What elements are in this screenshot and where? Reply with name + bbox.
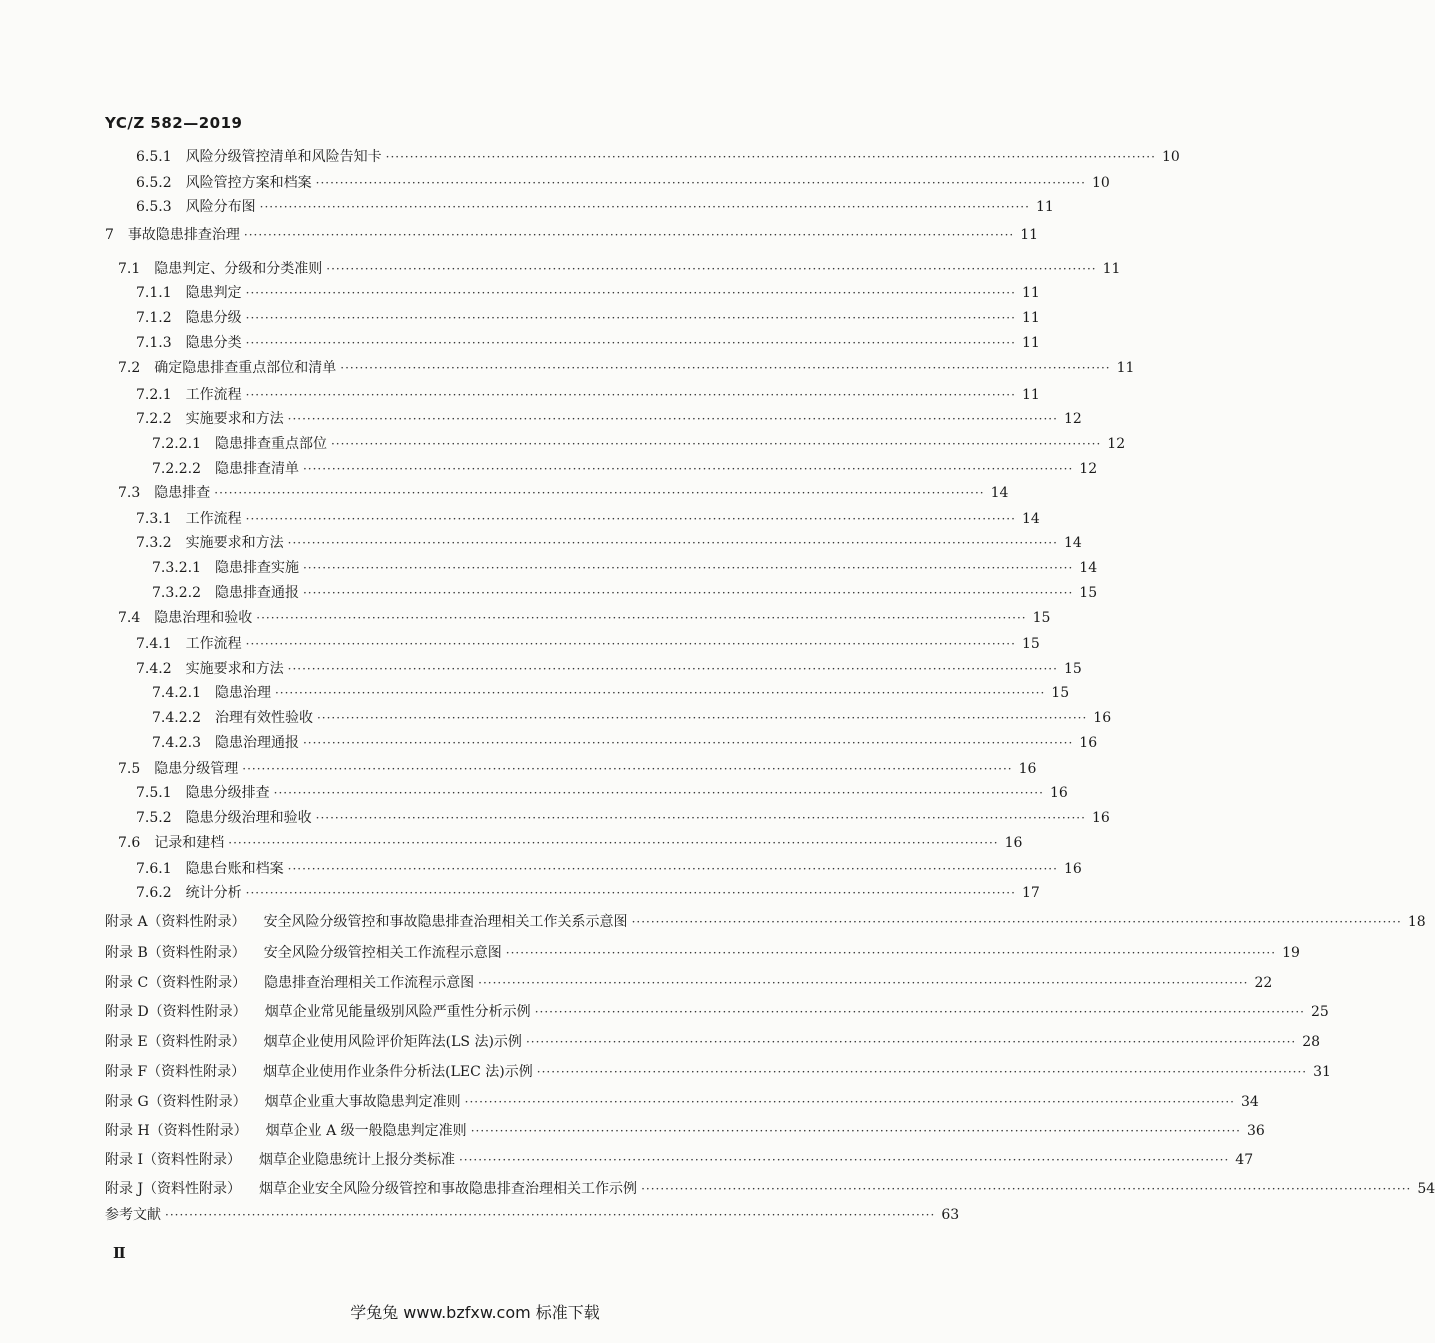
toc-entry-number: 7.5 <box>118 761 141 777</box>
toc-entry-title: 烟草企业安全风险分级管控和事故隐患排查治理相关工作示例 <box>259 1181 638 1197</box>
toc-entry[interactable] <box>118 258 1121 280</box>
toc-leader-dots: ································································································································································ <box>470 1124 1241 1138</box>
toc-entry-page: 11 <box>1021 335 1040 351</box>
toc-entry-page: 16 <box>1079 735 1098 751</box>
toc-leader-dots: ································································································································································ <box>302 736 1074 750</box>
toc-entry[interactable] <box>105 972 1273 994</box>
toc-leader-dots: ································································································································································ <box>273 786 1044 800</box>
toc-entry-title: 烟草企业使用作业条件分析法(LEC 法)示例 <box>263 1064 533 1080</box>
toc-entry-number: 7.6.1 <box>136 861 172 877</box>
toc-entry[interactable] <box>152 582 1098 604</box>
toc-leader-dots: ································································································································································ <box>242 762 1013 776</box>
toc-entry[interactable] <box>136 282 1040 304</box>
toc-entry-title: 隐患排查 <box>154 485 211 501</box>
toc-entry-title: 烟草企业隐患统计上报分类标准 <box>258 1152 455 1168</box>
toc-leader-dots: ································································································································································ <box>385 150 1156 164</box>
toc-entry-page: 12 <box>1063 411 1082 427</box>
toc-entry-page: 11 <box>1035 199 1054 215</box>
toc-entry-page: 16 <box>1049 785 1068 801</box>
toc-leader-dots: ································································································································································ <box>302 561 1074 575</box>
toc-entry-title: 隐患分级 <box>185 310 242 326</box>
toc-entry-page: 10 <box>1091 175 1110 191</box>
toc-entry-page: 16 <box>1093 710 1112 726</box>
toc-leader-dots: ································································································································································ <box>287 862 1058 876</box>
toc-entry[interactable] <box>105 1031 1321 1053</box>
toc-leader-dots: ································································································································································ <box>245 886 1016 900</box>
toc-leader-dots: ································································································································································ <box>287 662 1058 676</box>
toc-entry-page: 22 <box>1254 975 1273 991</box>
toc-entry-page: 14 <box>1079 560 1098 576</box>
toc-leader-dots: ································································································································································ <box>287 412 1058 426</box>
toc-entry[interactable] <box>136 408 1082 430</box>
toc-entry-title: 隐患分级管理 <box>154 761 239 777</box>
toc-entry-number: 附录 H（资料性附录） <box>105 1123 248 1139</box>
toc-entry[interactable] <box>152 433 1126 455</box>
toc-entry-title: 隐患判定、分级和分类准则 <box>154 261 323 277</box>
toc-entry-number: 参考文献 <box>105 1207 161 1223</box>
toc-entry-page: 15 <box>1051 685 1070 701</box>
toc-entry-number: 附录 D（资料性附录） <box>105 1004 247 1020</box>
toc-entry-number: 7.2.2.1 <box>152 436 201 452</box>
toc-entry-title: 事故隐患排查治理 <box>127 227 240 243</box>
toc-entry[interactable] <box>136 782 1068 804</box>
toc-entry-page: 36 <box>1247 1123 1265 1139</box>
toc-leader-dots: ································································································································································ <box>245 336 1016 350</box>
toc-entry-number: 6.5.3 <box>136 199 172 215</box>
toc-leader-dots: ································································································································································ <box>525 1035 1297 1049</box>
toc-entry-title: 隐患分级治理和验收 <box>185 810 312 826</box>
toc-entry-page: 16 <box>1004 835 1023 851</box>
toc-entry[interactable] <box>152 458 1098 480</box>
toc-entry[interactable] <box>118 482 1009 504</box>
toc-entry-number: 附录 I（资料性附录） <box>105 1152 241 1168</box>
toc-entry-number: 7.3.1 <box>136 511 172 527</box>
toc-entry-number: 7.2 <box>118 360 141 376</box>
toc-entry-number: 附录 A（资料性附录） <box>105 914 246 930</box>
toc-entry[interactable] <box>105 1178 1435 1200</box>
toc-leader-dots: ································································································································································ <box>505 946 1277 960</box>
toc-entry[interactable] <box>105 224 1039 246</box>
toc-leader-dots: ································································································································································ <box>259 200 1030 214</box>
toc-entry-title: 工作流程 <box>185 636 242 652</box>
toc-entry-title: 工作流程 <box>185 511 242 527</box>
toc-entry-number: 7.1 <box>118 261 141 277</box>
toc-leader-dots: ································································································································································ <box>165 1208 936 1222</box>
toc-entry[interactable] <box>136 882 1040 904</box>
toc-entry-page: 14 <box>990 485 1009 501</box>
toc-leader-dots: ································································································································································ <box>340 361 1111 375</box>
toc-entry-number: 7.4.2.2 <box>152 710 201 726</box>
toc-leader-dots: ································································································································································ <box>536 1065 1308 1079</box>
toc-entry-title: 工作流程 <box>185 387 242 403</box>
toc-entry[interactable] <box>105 1149 1254 1171</box>
toc-entry-title: 隐患治理和验收 <box>154 610 253 626</box>
toc-entry[interactable] <box>118 607 1051 629</box>
page-number: Ⅱ <box>113 1244 126 1262</box>
toc-entry-title: 实施要求和方法 <box>185 661 284 677</box>
toc-entry-number: 6.5.2 <box>136 175 172 191</box>
toc-leader-dots: ································································································································································ <box>256 611 1027 625</box>
toc-entry-page: 25 <box>1311 1004 1329 1020</box>
toc-entry-title: 隐患判定 <box>185 285 242 301</box>
toc-leader-dots: ································································································································································ <box>245 311 1016 325</box>
toc-entry-title: 烟草企业重大事故隐患判定准则 <box>264 1094 461 1110</box>
watermark-text: 学兔兔 www.bzfxw.com 标准下载 <box>350 1303 600 1322</box>
toc-entry-page: 12 <box>1107 436 1126 452</box>
toc-leader-dots: ································································································································································ <box>478 976 1249 990</box>
toc-leader-dots: ································································································································································ <box>330 437 1102 451</box>
toc-entry-number: 7 <box>105 227 114 243</box>
toc-entry-title: 烟草企业使用风险评价矩阵法(LS 法)示例 <box>263 1034 522 1050</box>
toc-entry-page: 15 <box>1032 610 1051 626</box>
toc-entry[interactable] <box>136 307 1040 329</box>
toc-entry-title: 隐患排查重点部位 <box>214 436 327 452</box>
toc-entry-title: 记录和建档 <box>154 835 225 851</box>
toc-entry[interactable] <box>105 1204 960 1226</box>
toc-entry[interactable] <box>152 707 1112 729</box>
toc-leader-dots: ································································································································································ <box>464 1095 1235 1109</box>
toc-leader-dots: ································································································································································ <box>534 1005 1305 1019</box>
toc-leader-dots: ································································································································································ <box>458 1153 1230 1167</box>
toc-entry[interactable] <box>118 832 1023 854</box>
toc-leader-dots: ································································································································································ <box>245 388 1016 402</box>
toc-entry-page: 31 <box>1313 1064 1331 1080</box>
toc-entry-page: 11 <box>1021 310 1040 326</box>
toc-entry-title: 隐患排查治理相关工作流程示意图 <box>264 975 475 991</box>
toc-entry-number: 7.1.1 <box>136 285 172 301</box>
toc-entry-number: 7.2.2.2 <box>152 461 201 477</box>
toc-entry[interactable] <box>136 508 1040 530</box>
toc-entry-page: 10 <box>1161 149 1180 165</box>
toc-entry-title: 治理有效性验收 <box>214 710 313 726</box>
toc-entry[interactable] <box>152 682 1070 704</box>
toc-leader-dots: ································································································································································ <box>245 637 1016 651</box>
toc-entry-page: 11 <box>1116 360 1135 376</box>
toc-entry-page: 14 <box>1021 511 1040 527</box>
toc-entry-number: 7.5.1 <box>136 785 172 801</box>
toc-entry-title: 风险管控方案和档案 <box>185 175 312 191</box>
toc-leader-dots: ································································································································································ <box>302 586 1074 600</box>
toc-entry[interactable] <box>136 196 1054 218</box>
toc-entry-number: 7.3.2.1 <box>152 560 201 576</box>
toc-entry-number: 7.3.2 <box>136 535 172 551</box>
toc-entry-page: 47 <box>1235 1152 1254 1168</box>
toc-entry-title: 隐患治理通报 <box>214 735 299 751</box>
toc-entry-number: 7.4.2.3 <box>152 735 201 751</box>
toc-entry-page: 16 <box>1018 761 1037 777</box>
toc-entry[interactable] <box>152 732 1098 754</box>
toc-entry-number: 7.6.2 <box>136 885 172 901</box>
toc-entry-title: 烟草企业 A 级一般隐患判定准则 <box>265 1123 467 1139</box>
toc-entry[interactable] <box>105 1120 1265 1142</box>
toc-entry[interactable] <box>136 172 1110 194</box>
toc-entry[interactable] <box>136 807 1110 829</box>
toc-entry-page: 28 <box>1302 1034 1321 1050</box>
toc-entry-page: 11 <box>1102 261 1121 277</box>
toc-entry[interactable] <box>105 1061 1331 1083</box>
toc-entry-title: 风险分级管控清单和风险告知卡 <box>185 149 382 165</box>
toc-entry-number: 附录 E（资料性附录） <box>105 1034 246 1050</box>
toc-entry-number: 附录 G（资料性附录） <box>105 1094 247 1110</box>
toc-entry-number: 7.1.3 <box>136 335 172 351</box>
toc-entry-number: 7.5.2 <box>136 810 172 826</box>
toc-entry-title: 隐患分类 <box>185 335 242 351</box>
toc-entry-number: 6.5.1 <box>136 149 172 165</box>
toc-entry[interactable] <box>136 332 1040 354</box>
toc-leader-dots: ································································································································································ <box>287 536 1058 550</box>
toc-leader-dots: ································································································································································ <box>245 286 1016 300</box>
toc-entry[interactable] <box>136 633 1040 655</box>
toc-entry-page: 11 <box>1020 227 1039 243</box>
toc-leader-dots: ································································································································································ <box>214 486 985 500</box>
toc-entry-title: 实施要求和方法 <box>185 535 284 551</box>
toc-entry-title: 烟草企业常见能量级别风险严重性分析示例 <box>264 1004 531 1020</box>
toc-leader-dots: ································································································································································ <box>641 1182 1412 1196</box>
toc-entry-page: 12 <box>1079 461 1098 477</box>
toc-entry-page: 34 <box>1240 1094 1259 1110</box>
toc-entry-title: 安全风险分级管控和事故隐患排查治理相关工作关系示意图 <box>263 914 628 930</box>
toc-entry-number: 7.2.2 <box>136 411 172 427</box>
toc-entry-title: 隐患排查通报 <box>214 585 299 601</box>
toc-leader-dots: ································································································································································ <box>302 462 1074 476</box>
toc-entry-page: 17 <box>1021 885 1040 901</box>
toc-leader-dots: ································································································································································ <box>315 811 1086 825</box>
toc-entry-page: 15 <box>1063 661 1082 677</box>
toc-entry-number: 附录 F（资料性附录） <box>105 1064 246 1080</box>
toc-entry-title: 风险分布图 <box>185 199 256 215</box>
toc-leader-dots: ································································································································································ <box>274 686 1046 700</box>
toc-entry[interactable] <box>136 384 1040 406</box>
toc-entry-title: 统计分析 <box>185 885 242 901</box>
toc-entry-number: 7.4.2.1 <box>152 685 201 701</box>
toc-entry-number: 7.4.2 <box>136 661 172 677</box>
toc-entry-number: 附录 J（资料性附录） <box>105 1181 242 1197</box>
toc-leader-dots: ································································································································································ <box>631 915 1402 929</box>
toc-entry-title: 实施要求和方法 <box>185 411 284 427</box>
toc-entry[interactable] <box>118 357 1135 379</box>
toc-entry[interactable] <box>105 1001 1329 1023</box>
toc-entry-number: 7.4 <box>118 610 141 626</box>
toc-entry-page: 15 <box>1079 585 1098 601</box>
toc-entry-page: 11 <box>1021 387 1040 403</box>
toc-leader-dots: ································································································································································ <box>228 836 999 850</box>
toc-entry-number: 附录 C（资料性附录） <box>105 975 247 991</box>
toc-leader-dots: ································································································································································ <box>326 262 1097 276</box>
toc-entry-number: 7.1.2 <box>136 310 172 326</box>
toc-entry-number: 附录 B（资料性附录） <box>105 945 246 961</box>
toc-entry-title: 隐患排查清单 <box>214 461 299 477</box>
toc-leader-dots: ································································································································································ <box>245 512 1016 526</box>
toc-entry[interactable] <box>118 758 1037 780</box>
toc-entry[interactable] <box>105 942 1300 964</box>
toc-entry[interactable] <box>105 1091 1259 1113</box>
toc-entry-page: 54 <box>1417 1181 1435 1197</box>
standard-number: YC/Z 582—2019 <box>105 114 243 132</box>
toc-entry[interactable] <box>136 146 1180 168</box>
toc-entry-title: 确定隐患排查重点部位和清单 <box>154 360 337 376</box>
toc-entry-page: 19 <box>1282 945 1300 961</box>
toc-entry-title: 隐患分级排查 <box>185 785 270 801</box>
toc-entry[interactable] <box>136 532 1082 554</box>
toc-entry-title: 隐患排查实施 <box>214 560 299 576</box>
toc-entry-number: 7.3.2.2 <box>152 585 201 601</box>
toc-entry[interactable] <box>152 557 1098 579</box>
toc-entry-page: 16 <box>1091 810 1110 826</box>
toc-entry-number: 7.3 <box>118 485 141 501</box>
toc-entry-page: 16 <box>1063 861 1082 877</box>
toc-entry[interactable] <box>136 858 1082 880</box>
toc-entry-page: 63 <box>941 1207 960 1223</box>
toc-entry-title: 安全风险分级管控相关工作流程示意图 <box>263 945 502 961</box>
toc-entry-page: 15 <box>1021 636 1040 652</box>
toc-entry[interactable] <box>105 911 1426 933</box>
toc-leader-dots: ································································································································································ <box>243 228 1015 242</box>
toc-entry-page: 18 <box>1407 914 1426 930</box>
toc-entry-title: 隐患台账和档案 <box>185 861 284 877</box>
toc-leader-dots: ································································································································································ <box>316 711 1088 725</box>
toc-entry-number: 7.4.1 <box>136 636 172 652</box>
toc-entry-page: 14 <box>1063 535 1082 551</box>
toc-entry-title: 隐患治理 <box>214 685 271 701</box>
toc-entry-number: 7.2.1 <box>136 387 172 403</box>
toc-entry[interactable] <box>136 658 1082 680</box>
toc-entry-page: 11 <box>1021 285 1040 301</box>
toc-entry-number: 7.6 <box>118 835 141 851</box>
toc-leader-dots: ································································································································································ <box>315 176 1086 190</box>
